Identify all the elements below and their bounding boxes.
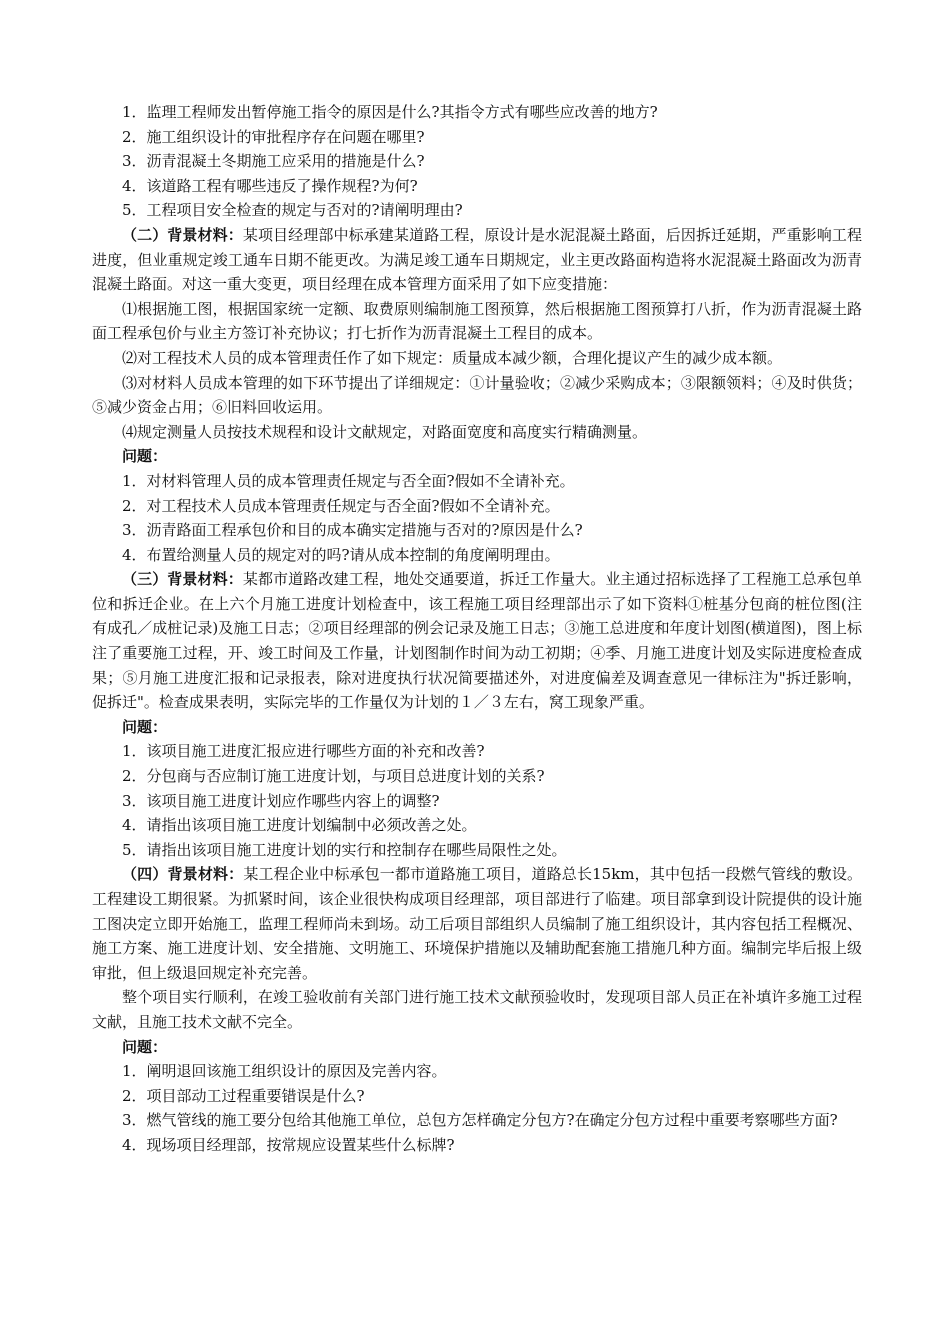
section3-question-5: 5．请指出该项目施工进度计划的实行和控制存在哪些局限性之处。 [122,840,567,859]
section4-question-2: 2．项目部动工过程重要错误是什么? [122,1086,365,1105]
section2-background [92,223,862,297]
section2-question-4: 4．布置给测量人员的规定对的吗?请从成本控制的角度阐明理由。 [122,545,560,564]
section2-question-1: 1．对材料管理人员的成本管理责任规定与否全面?假如不全请补充。 [122,471,575,490]
section1-question-4: 4．该道路工程有哪些违反了操作规程?为何? [122,176,418,195]
section3-question-4: 4．请指出该项目施工进度计划编制中必须改善之处。 [122,816,477,835]
section2-intro: 某项目经理部中标承建某道路工程，原设计是水泥混凝土路面，后因拆迁延期，严重影响工程进度，但业重规定竣工通车日期不能更改。为满足竣工通车日期规定，业主更改路面构造将水泥混凝土路面改为沥青混凝土路面。对这一重大变更，项目经理在成本管理方面采用了如下应变措施： [92,225,862,294]
section4-heading: （四）背景材料： [122,865,244,884]
section2-question-3: 3．沥青路面工程承包价和目的成本确实定措施与否对的?原因是什么? [122,521,583,540]
section2-heading: （二）背景材料： [122,225,243,244]
section4-questions-label: 问题： [122,1037,168,1056]
section4-question-4: 4．现场项目经理部，按常规应设置某些什么标牌? [122,1135,455,1154]
section2-item-1: ⑴根据施工图，根据国家统一定额、取费原则编制施工图预算，然后根据施工图预算打八折，作为沥青混凝土路面工程承包价与业主方签订补充协议；打七折作为沥青混凝土工程目的成本。 [92,299,862,343]
section4-background [92,862,862,985]
section1-question-1: 1．监理工程师发出暂停施工指令的原因是什么?其指令方式有哪些应改善的地方? [122,103,658,121]
section2-question-2: 2．对工程技术人员成本管理责任规定与否全面?假如不全请补充。 [122,496,560,515]
section1-question-3: 3．沥青混凝土冬期施工应采用的措施是什么? [122,152,425,171]
section4-paragraph-2: 整个项目实行顺利，在竣工验收前有关部门进行施工技术文献预验收时，发现项目部人员正在补填许多施工过程文献，且施工技术文献不完全。 [92,988,862,1031]
section3-question-3: 3．该项目施工进度计划应作哪些内容上的调整? [122,791,440,810]
section2-item-4: ⑷规定测量人员按技术规程和设计文献规定，对路面宽度和高度实行精确测量。 [122,422,648,441]
section3-question-2: 2．分包商与否应制订施工进度计划，与项目总进度计划的关系? [122,767,545,786]
section2-questions-label: 问题： [122,447,168,466]
section3-background [92,567,862,715]
section3-heading: （三）背景材料： [122,570,243,589]
section3-questions-label: 问题： [122,717,168,736]
section2-item-3: ⑶对材料人员成本管理的如下环节提出了详细规定：①计量验收；②减少采购成本；③限额领料；④及时供货；⑤减少资金占用；⑥旧料回收运用。 [92,373,862,417]
section1-question-2: 2．施工组织设计的审批程序存在问题在哪里? [122,127,425,146]
section4-question-3: 3．燃气管线的施工要分包给其他施工单位，总包方怎样确定分包方?在确定分包方过程中重要考察哪些方面? [122,1111,838,1130]
section1-question-5: 5．工程项目安全检查的规定与否对的?请阐明理由? [122,201,463,220]
section4-intro: 某工程企业中标承包一都市道路施工项目，道路总长15km，其中包括一段燃气管线的敷设。工程建设工期很紧。为抓紧时间，该企业很快构成项目经理部，项目部进行了临建。项目部拿到设计院提供的设计施工图决定立即开始施工，监理工程师尚未到场。动工后项目部组织人员编制了施工组织设计，其内容包括工程概况、施工方案、施工进度计划、安全措施、文明施工、环境保护措施以及辅助配套施工措施几种方面。编制完毕后报上级审批，但上级退回规定补充完善。 [92,865,862,982]
section3-question-1: 1．该项目施工进度汇报应进行哪些方面的补充和改善? [122,742,485,761]
document-page [92,100,862,1158]
section2-item-2: ⑵对工程技术人员的成本管理责任作了如下规定：质量成本减少额，合理化提议产生的减少成本额。 [122,348,783,367]
section3-intro: 某都市道路改建工程，地处交通要道，拆迁工作量大。业主通过招标选择了工程施工总承包单位和拆迁企业。在上六个月施工进度计划检查中，该工程施工项目经理部出示了如下资料①桩基分包商的桩位图(注有成孔／成桩记录)及施工日志；②项目经理部的例会记录及施工日志；③施工总进度和年度计划图(横道图)，图上标注了重要施工过程，开、竣工时间及工作量，计划图制作时间为动工初期；④季、月施工进度计划及实际进度检查成果；⑤月施工进度汇报和记录报表，除对进度执行状况简要描述外，对进度偏差及调查意见一律标注为"拆迁影响，促拆迁"。检查成果表明，实际完毕的工作量仅为计划的１／３左右，窝工现象严重。 [92,570,862,712]
section4-question-1: 1．阐明退回该施工组织设计的原因及完善内容。 [122,1062,447,1081]
